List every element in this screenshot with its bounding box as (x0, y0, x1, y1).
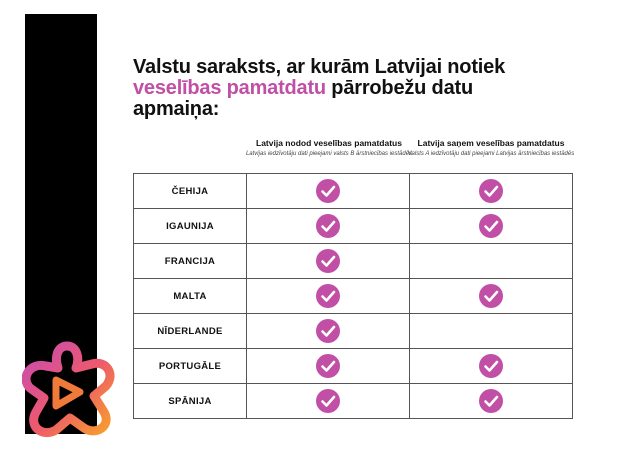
column-heading: Latvija saņem veselības pamatdatus (417, 138, 565, 148)
cell-sends (247, 349, 410, 384)
column-header-receives (406, 138, 576, 158)
column-header-sends (244, 138, 414, 158)
check-circle-icon (316, 179, 340, 203)
country-name: MALTA (134, 279, 247, 314)
check-circle-icon (479, 214, 503, 238)
cell-sends (247, 314, 410, 349)
check-circle-icon (316, 284, 340, 308)
table-row (134, 384, 573, 419)
country-name: NĪDERLANDE (134, 314, 247, 349)
table-row (134, 349, 573, 384)
cell-receives (410, 279, 573, 314)
cell-sends (247, 384, 410, 419)
table-row (134, 209, 573, 244)
column-subheading: Valsts A iedzīvotāju dati pieejami Latvijas ārstniecības iestādēs (407, 151, 575, 157)
country-name: SPĀNIJA (134, 384, 247, 419)
check-circle-icon (316, 319, 340, 343)
table-row (134, 244, 573, 279)
country-name: FRANCIJA (134, 244, 247, 279)
cell-sends (247, 174, 410, 209)
cell-receives (410, 349, 573, 384)
check-circle-icon (316, 354, 340, 378)
check-circle-icon (479, 284, 503, 308)
table-row (134, 279, 573, 314)
country-name: ČEHIJA (134, 174, 247, 209)
title-line-1: Valstu saraksts, ar kurām Latvijai notiek (133, 56, 505, 78)
check-circle-icon (479, 354, 503, 378)
check-circle-icon (316, 249, 340, 273)
title-line-3: apmaiņa: (133, 98, 220, 120)
title-highlight: veselības pamatdatu (133, 77, 326, 99)
column-heading: Latvija nodod veselības pamatdatus (256, 138, 402, 148)
cell-receives (410, 384, 573, 419)
cell-receives (410, 209, 573, 244)
table-row (134, 314, 573, 349)
cell-sends (247, 279, 410, 314)
table-row (134, 174, 573, 209)
cell-receives (410, 174, 573, 209)
cell-receives (410, 314, 573, 349)
title-line-2 (133, 78, 593, 99)
cell-receives (410, 244, 573, 279)
country-table (133, 173, 573, 419)
cell-sends (247, 244, 410, 279)
check-circle-icon (316, 214, 340, 238)
star-logo-icon (22, 338, 122, 438)
country-name: PORTUGĀLE (134, 349, 247, 384)
column-subheading: Latvijas iedzīvotāju dati pieejami valsts B ārstniecības iestādēs (245, 151, 413, 157)
page-title (133, 57, 593, 120)
check-circle-icon (316, 389, 340, 413)
check-circle-icon (479, 389, 503, 413)
country-name: IGAUNIJA (134, 209, 247, 244)
cell-sends (247, 209, 410, 244)
check-circle-icon (479, 179, 503, 203)
title-line-2-rest: pārrobežu datu (325, 77, 473, 99)
